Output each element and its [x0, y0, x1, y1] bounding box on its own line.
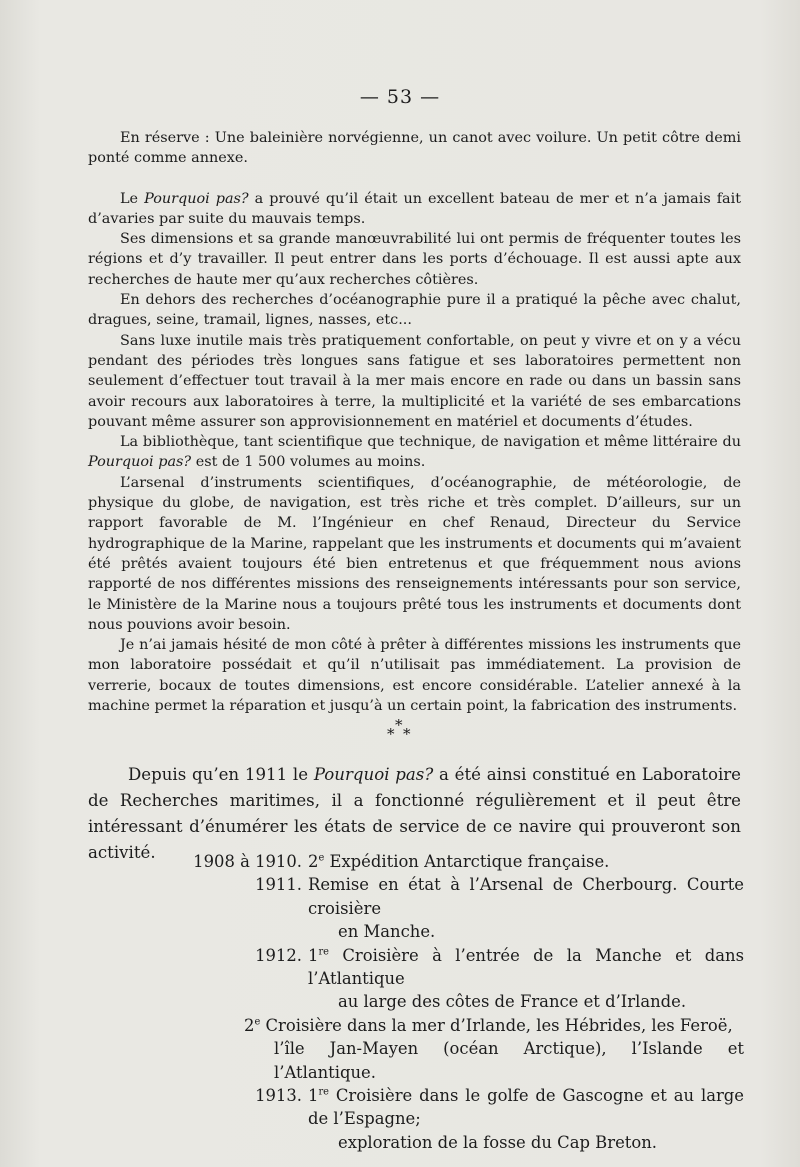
text-run: Expédition Antarctique française.	[324, 852, 610, 871]
entry-year: 1908 à 1910.	[193, 852, 302, 871]
paragraph-seaworthiness	[88, 189, 741, 230]
entry-text	[308, 944, 744, 1014]
text-run: exploration de la fosse du Cap Breton.	[338, 1132, 657, 1152]
ordinal-suffix: re	[318, 1086, 329, 1098]
ordinal: 1	[308, 1086, 319, 1106]
entry-text	[308, 850, 744, 873]
asterism-star: *	[403, 725, 411, 743]
text-run: Croisière à l’entrée de la Manche et dans l’Atlantique	[308, 945, 744, 989]
ship-name: Pourquoi pas?	[88, 454, 192, 471]
list-item	[88, 873, 748, 943]
paragraph-library	[88, 432, 741, 473]
text-run: a été ainsi constitué en Laboratoire de Recherches maritimes, il a fonctionné régulièrement et il peut être intéressant d’énumérer les états de service de ce navire qui prouveront son activité.	[88, 765, 741, 862]
ordinal-suffix: e	[318, 852, 325, 864]
ordinal-suffix: e	[254, 1016, 261, 1028]
body-text	[88, 128, 741, 716]
text-run: au large des côtes de France et d’Irlande.	[338, 992, 687, 1012]
paragraph-lending: Je n’ai jamais hésité de mon côté à prêter à différentes missions les instruments que mon laboratoire possédait et qu’il n’utilisait pas immédiatement. La provision de verrerie, bocaux de toutes dimensions, est encore considérable. L’atelier annexé à la machine permet la réparation et jusqu’à un certain point, la fabrication des instruments.	[88, 637, 741, 715]
ordinal: 2	[244, 1015, 255, 1035]
text-run: a prouvé qu’il était un excellent bateau de mer et n’a jamais fait d’avaries par suite du mauvais temps.	[88, 190, 742, 227]
text-run: Croisière dans la mer d’Irlande, les Hébrides, les Feroë,	[260, 1015, 733, 1035]
ordinal-suffix: re	[318, 946, 329, 958]
paragraph-instruments: L’arsenal d’instruments scientifiques, d’océanographie, de météorologie, de physique du globe, de navigation, est très riche et très complet. D’ailleurs, sur un rapport favorable de M. l’Ingénieur en chef Renaud, Directeur du Service hydrographique de la Marine, rappelant que les instruments et documents qui m’avaient été prêtés avaient toujours été bien entretenus et que fréquemment nous avions rapporté de nos différentes missions des renseignements intéressants pour son service, le Ministère de la Marine nous a toujours prêté tous les instruments et documents dont nous pouvions avoir besoin.	[88, 474, 741, 633]
paragraph-reserve: En réserve : Une baleinière norvégienne, un canot avec voilure. Un petit côtre demi ponté comme annexe.	[88, 130, 741, 167]
entry-year: 1913.	[255, 1086, 302, 1106]
text-run: l’île Jan-Mayen (océan Arctique), l’Islande et l’Atlantique.	[274, 1039, 744, 1082]
list-item	[88, 850, 748, 873]
entry-text	[308, 873, 744, 943]
asterism-divider	[385, 716, 415, 746]
paragraph-fishing: En dehors des recherches d’océanographie pure il a pratiqué la pêche avec chalut, dragues, seine, tramail, lignes, nasses, etc...	[88, 292, 741, 329]
entry-text	[308, 1084, 744, 1154]
asterism-star: *	[387, 725, 395, 743]
paragraph-dimensions: Ses dimensions et sa grande manœuvrabilité lui ont permis de fréquenter toutes les régions et d’y travailler. Il peut entrer dans les ports d’échouage. Il est aussi apte aux recherches de haute mer qu’aux recherches côtières.	[88, 231, 741, 288]
text-run: Croisière dans le golfe de Gascogne et au large de l’Espagne;	[308, 1086, 744, 1129]
text-run: Le	[120, 190, 145, 207]
text-run: La bibliothèque, tant scientifique que technique, de navigation et même littéraire du	[120, 434, 741, 451]
text-run: Depuis qu’en 1911 le	[128, 765, 314, 784]
list-item	[88, 944, 748, 1014]
ship-name: Pourquoi pas?	[313, 765, 434, 784]
entry-year: 1911.	[255, 875, 302, 895]
list-item	[88, 1014, 748, 1084]
service-record-list	[88, 850, 748, 1154]
list-item	[88, 1084, 748, 1154]
entry-year: 1912.	[255, 945, 302, 965]
text-run: est de 1 500 volumes au moins.	[191, 454, 426, 471]
ordinal: 1	[308, 945, 319, 965]
paragraph-comfort: Sans luxe inutile mais très pratiquement confortable, on peut y vivre et on y a vécu pendant des périodes très longues sans fatigue et ses laboratoires permettent non seulement d’effectuer tout travail à la mer mais encore en rade ou dans un bassin sans avoir recours aux laboratoires à terre, la multiplicité et la variété de ses embarcations pouvant même assurer son approvisionnement en matériel et documents d’études.	[88, 332, 741, 430]
entry-text	[244, 1014, 744, 1084]
page-number: — 53 —	[359, 86, 441, 108]
asterism-star: *	[395, 716, 403, 734]
ship-name: Pourquoi pas?	[144, 190, 249, 207]
text-run: en Manche.	[338, 922, 436, 942]
text-run: Remise en état à l’Arsenal de Cherbourg. Courte croisière	[308, 875, 744, 918]
ordinal: 2	[308, 852, 319, 871]
